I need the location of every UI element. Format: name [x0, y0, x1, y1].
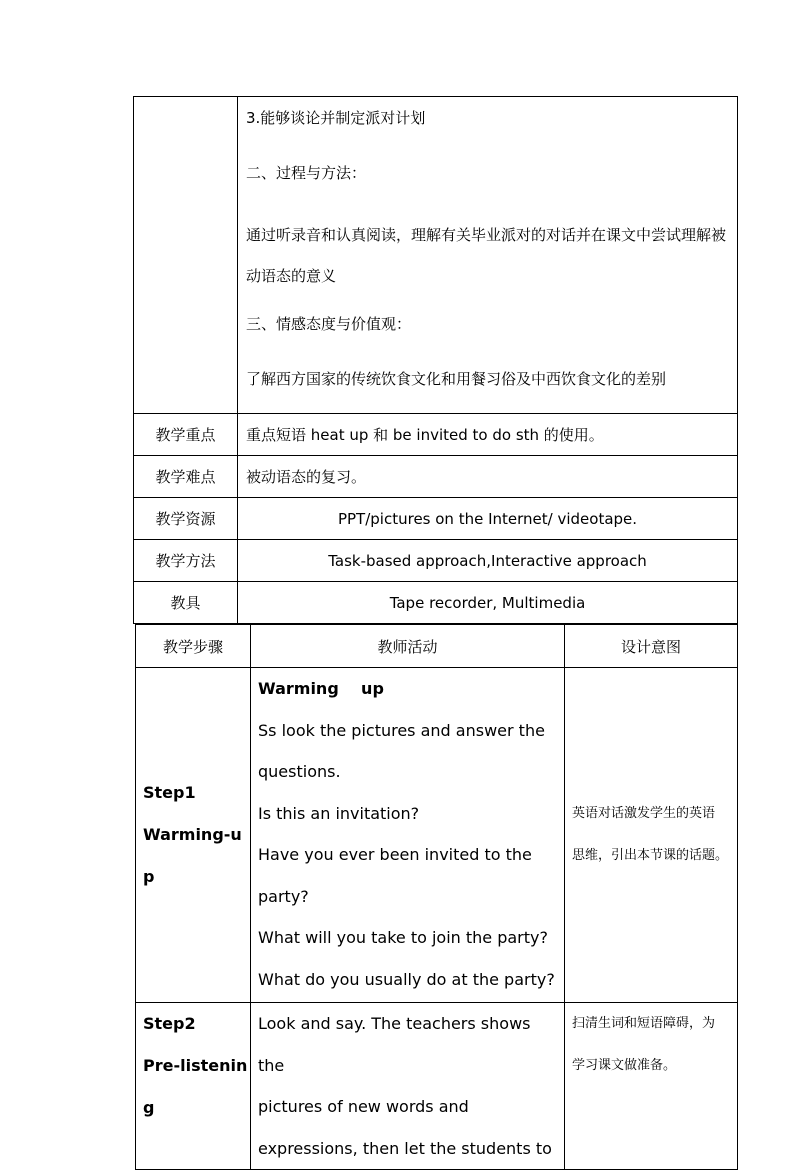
step2-cell	[136, 1003, 251, 1170]
activity-line: Is this an invitation?	[258, 803, 420, 823]
activity-line: What do you usually do at the party?	[258, 969, 555, 989]
activity-line: pictures of new words and	[258, 1097, 469, 1116]
tools-label: 教具	[134, 582, 238, 624]
activity-line: Ss look the pictures and answer the	[258, 720, 545, 740]
step2-intent-cell	[565, 1003, 738, 1170]
activity-line: questions.	[258, 762, 341, 781]
step2-name-cont: g	[143, 1098, 155, 1117]
key-points-value: 重点短语 heat up 和 be invited to do sth 的使用。	[238, 414, 738, 456]
resources-label: 教学资源	[134, 498, 238, 540]
step2-name: Pre-listenin	[143, 1056, 248, 1075]
objectives-label-cell	[134, 97, 238, 414]
section-heading-process: 二、过程与方法：	[246, 164, 367, 182]
objective-line-3: 3.能够谈论并制定派对计划	[246, 109, 426, 127]
header-steps: 教学步骤	[136, 625, 251, 668]
step1-name: Warming-u	[143, 825, 242, 844]
key-points-label: 教学重点	[134, 414, 238, 456]
intent-line: 学习课文做准备。	[572, 1058, 677, 1073]
objectives-cell	[238, 97, 738, 414]
step1-number: Step1	[143, 783, 196, 802]
teaching-steps-table	[135, 624, 738, 1170]
section-heading-attitude: 三、情感态度与价值观：	[246, 315, 412, 333]
header-teacher-activity: 教师活动	[251, 625, 565, 668]
activity-line: What will you take to join the party?	[258, 928, 548, 947]
intent-line: 英语对话激发学生的英语	[572, 806, 716, 821]
activity-title: Warming up	[258, 679, 384, 698]
step2-number: Step2	[143, 1014, 196, 1033]
difficulties-value: 被动语态的复习。	[238, 456, 738, 498]
lesson-info-table	[133, 96, 738, 624]
methods-label: 教学方法	[134, 540, 238, 582]
activity-line: Look and say. The teachers shows the	[258, 1014, 531, 1075]
header-design-intent: 设计意图	[565, 625, 738, 668]
activity-line: party?	[258, 886, 309, 906]
intent-line: 扫清生词和短语障碍，为	[572, 1016, 716, 1031]
attitude-text: 了解西方国家的传统饮食文化和用餐习俗及中西饮食文化的差别	[246, 370, 667, 388]
step1-intent-cell	[565, 668, 738, 1003]
tools-value: Tape recorder, Multimedia	[238, 582, 738, 624]
step1-name-cont: p	[143, 867, 155, 886]
intent-line: 思维，引出本节课的话题。	[572, 848, 729, 863]
step1-activity-cell	[251, 668, 565, 1003]
activity-line: Have you ever been invited to the	[258, 845, 532, 864]
step1-cell	[136, 668, 251, 1003]
activity-line: expressions, then let the students to	[258, 1138, 552, 1158]
resources-value: PPT/pictures on the Internet/ videotape.	[238, 498, 738, 540]
methods-value: Task-based approach,Interactive approach	[238, 540, 738, 582]
process-text: 通过听录音和认真阅读，理解有关毕业派对的对话并在课文中尝试理解被动语态的意义	[246, 226, 727, 285]
difficulties-label: 教学难点	[134, 456, 238, 498]
step2-activity-cell	[251, 1003, 565, 1170]
